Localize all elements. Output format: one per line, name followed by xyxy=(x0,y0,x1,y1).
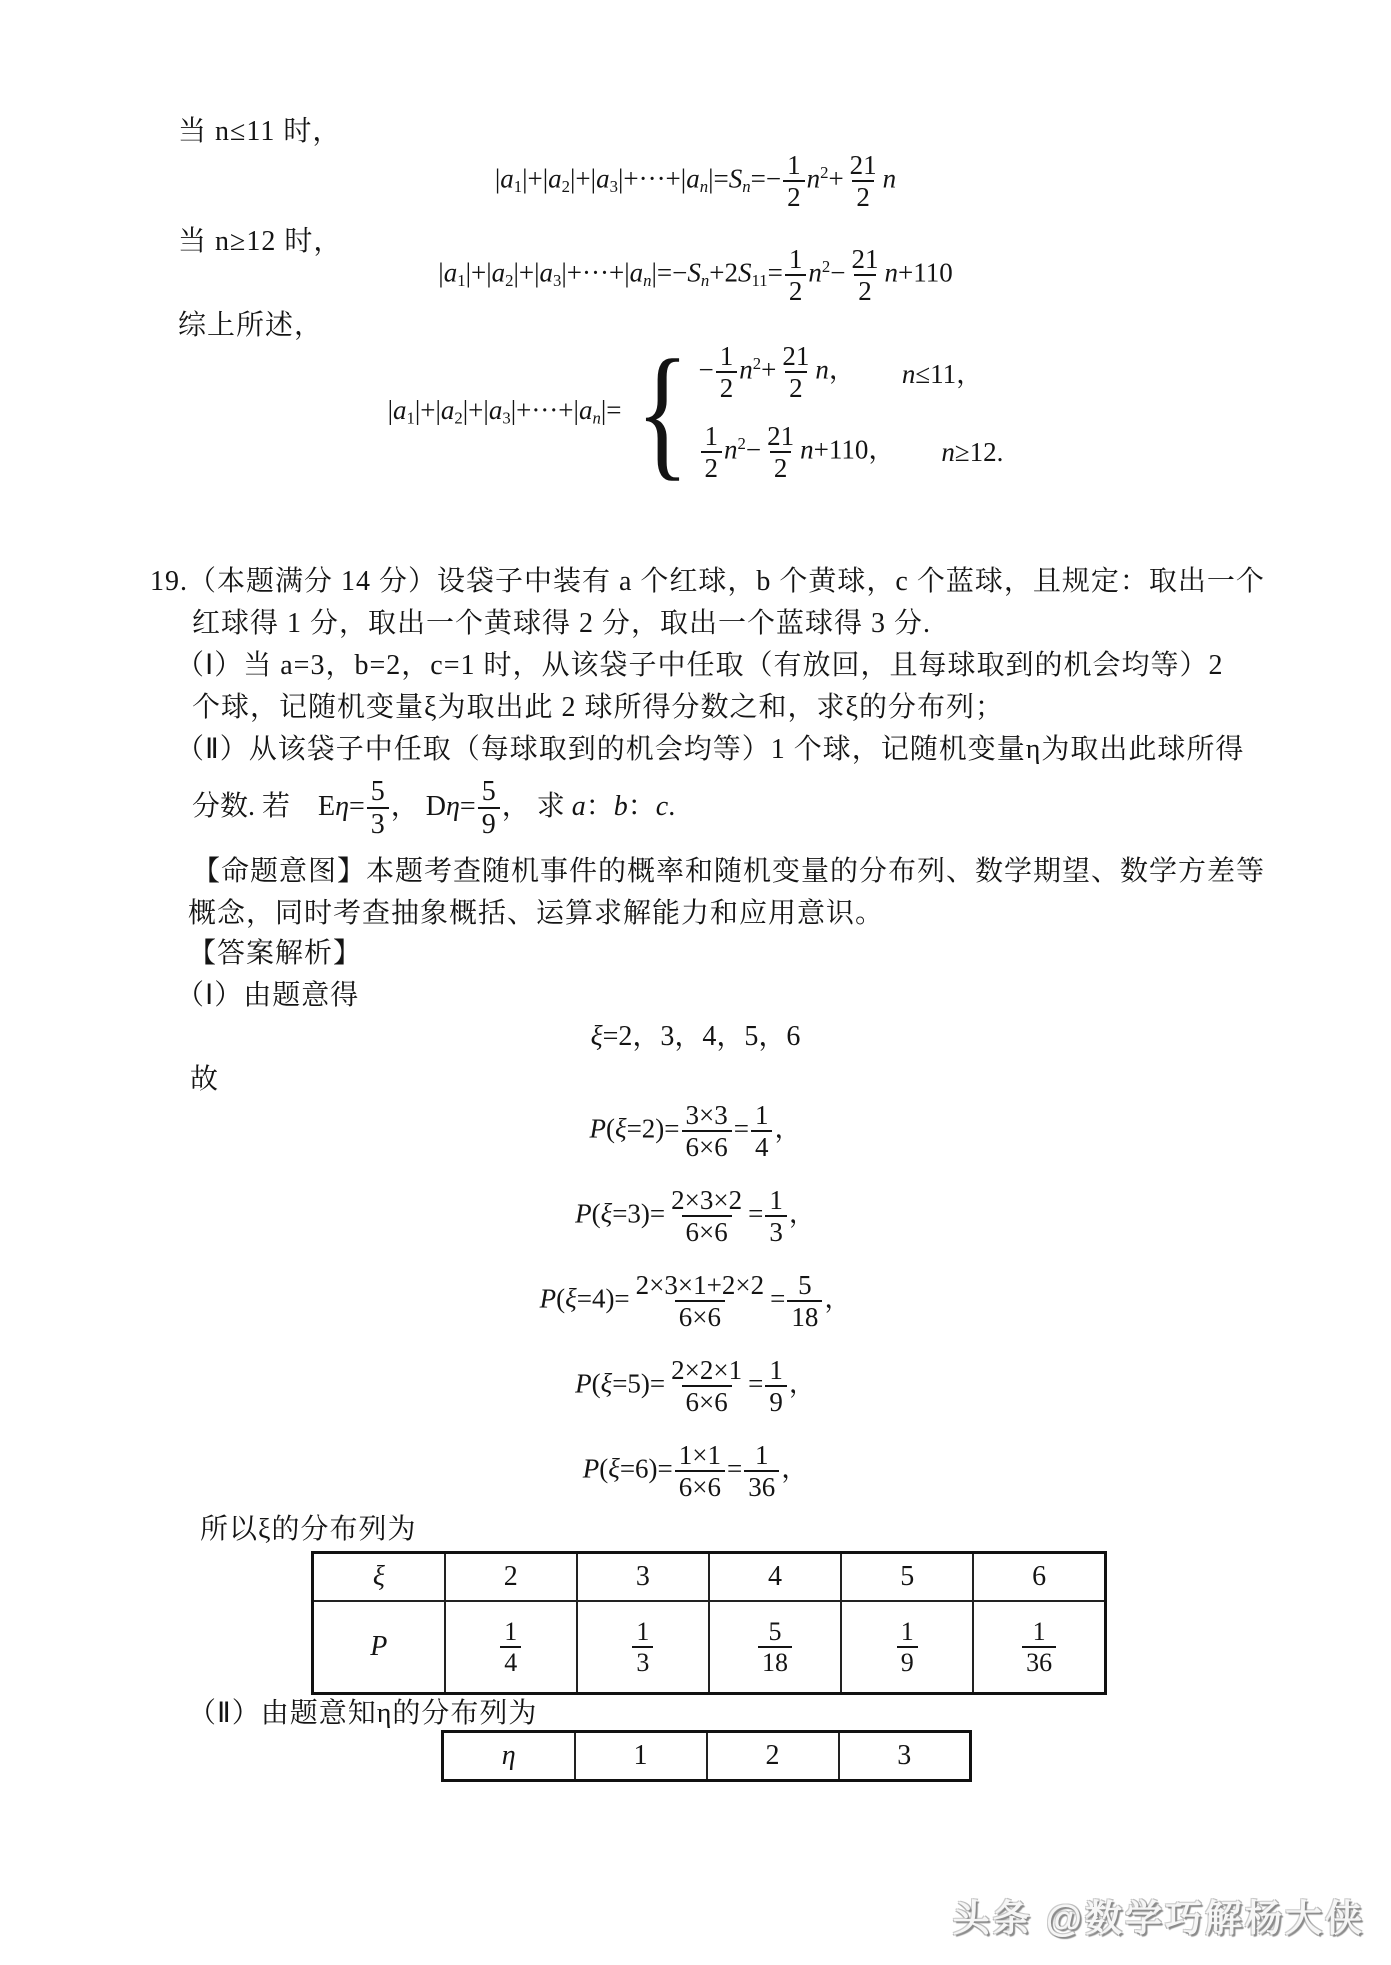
case-n-le-11-label: 当 n≤11 时， xyxy=(178,116,342,147)
table-row-probabilities xyxy=(313,1601,1106,1694)
table-cell xyxy=(973,1601,1105,1694)
piecewise-formula xyxy=(0,332,1391,492)
xi-distribution-table xyxy=(311,1551,1107,1695)
fraction: $\frac{1}{2}$ xyxy=(785,244,807,306)
answer-analysis-label: 【答案解析】 xyxy=(188,938,363,969)
table-cell: 2 xyxy=(707,1732,839,1781)
eta-distribution-table xyxy=(441,1730,972,1782)
fraction: $\frac{5}{18}$ xyxy=(758,1617,792,1677)
formula-sum-abs-n-ge-12: |a1|+|a2|+|a3|+···+|an|=−Sn+2S11= $\frac{1}{2}$ $n^2-$ $\frac{21}{2}$ n+110 xyxy=(438,244,953,307)
fraction: $\frac{21}{2}$ xyxy=(767,421,795,484)
fraction: $\frac{1\times 1}{6\times 6}$ xyxy=(675,1440,725,1502)
piecewise-case-2-cond: n≥12. xyxy=(941,436,1004,467)
intent-line-2: 概念，同时考查抽象概括、运算求解能力和应用意识。 xyxy=(188,898,885,929)
fraction: $\frac{3\times 3}{6\times 6}$ xyxy=(682,1100,732,1162)
fraction: $\frac{1}{2}$ xyxy=(783,150,805,212)
problem-19-part2-line-1: （Ⅱ）从该袋子中任取（每球取到的机会均等）1 个球，记随机变量η为取出此球所得 xyxy=(176,734,1245,765)
prob-formula-xi-3: P(ξ=3)= $\frac{2\times 3\times 2}{6\times 6}$ = $\frac{1}{3}$ ， xyxy=(575,1185,816,1248)
problem-19-line-1: 19.（本题满分 14 分）设袋子中装有 a 个红球，b 个黄球，c 个蓝球，且规定：取出一个 xyxy=(150,566,1265,597)
fraction: $\frac{1}{9}$ xyxy=(897,1617,918,1677)
prob-formula-xi-4: P(ξ=4)= $\frac{2\times 3\times 1+2\times 2}{6\times 6}$ = $\frac{5}{18}$ ， xyxy=(539,1270,852,1333)
fraction: $\frac{1}{36}$ xyxy=(744,1440,779,1502)
piecewise-case-1 xyxy=(699,341,1004,403)
table-cell: 5 xyxy=(841,1553,973,1602)
then-label: 故 xyxy=(190,1064,220,1095)
fraction: $\frac{1}{4}$ xyxy=(500,1617,521,1677)
prob-formula-xi-5: P(ξ=5)= $\frac{2\times 2\times 1}{6\times 6}$ = $\frac{1}{9}$ ， xyxy=(575,1355,816,1418)
fraction: $\frac{21}{2}$ xyxy=(782,340,810,403)
xi-values-line: ξ=2，3，4，5，6 xyxy=(590,1021,801,1052)
problem-19-part1-line-1: （Ⅰ）当 a=3，b=2，c=1 时，从该袋子中任取（有放回，且每球取到的机会均等）2 xyxy=(176,650,1224,681)
fraction: $\frac{1}{3}$ xyxy=(765,1185,787,1247)
fraction: $\frac{21}{2}$ xyxy=(851,244,879,307)
piecewise-case-1-cond: n≤11， xyxy=(901,359,984,390)
table-cell: ξ xyxy=(313,1553,445,1602)
piecewise-case-1-expr: − $\frac{1}{2}$ $n^2+$ $\frac{21}{2}$ n， xyxy=(698,340,856,403)
fraction: $\frac{1}{9}$ xyxy=(765,1355,787,1417)
prob-formula-xi-6: P(ξ=6)= $\frac{1\times 1}{6\times 6}$ = $\frac{1}{36}$ ， xyxy=(582,1440,809,1503)
table-row-values xyxy=(313,1553,1106,1602)
part2-intro: （Ⅱ）由题意知η的分布列为 xyxy=(188,1698,538,1729)
fraction: $\frac{1}{4}$ xyxy=(751,1100,773,1162)
table-cell xyxy=(577,1601,709,1694)
table-cell xyxy=(445,1601,577,1694)
watermark-text: 头条 @数学巧解杨大侠 xyxy=(952,1898,1365,1939)
table-cell: 6 xyxy=(973,1553,1105,1602)
prob-formula-xi-2: P(ξ=2)= $\frac{3\times 3}{6\times 6}$ = $\frac{1}{4}$ ， xyxy=(589,1100,802,1163)
fraction: $\frac{5}{9}$ xyxy=(478,776,500,841)
fraction: $\frac{2\times 3\times 2}{6\times 6}$ xyxy=(671,1185,743,1248)
problem-19-line-2: 红球得 1 分，取出一个黄球得 2 分，取出一个蓝球得 3 分. xyxy=(192,608,932,639)
table-cell: η xyxy=(443,1732,575,1781)
piecewise-brace: { xyxy=(636,330,690,494)
piecewise-case-2-expr: $\frac{1}{2}$ $n^2-$ $\frac{21}{2}$ n+110， xyxy=(699,421,896,483)
problem-19-part1-line-2: 个球，记随机变量ξ为取出此 2 球所得分数之和，求ξ的分布列； xyxy=(192,692,1004,723)
fraction: $\frac{1}{2}$ xyxy=(701,421,723,483)
fraction: $\frac{1}{36}$ xyxy=(1022,1617,1056,1677)
table-cell: 1 xyxy=(575,1732,707,1781)
summary-label: 综上所述， xyxy=(178,310,324,341)
piecewise-cases xyxy=(699,341,1004,484)
problem-19-part2-line-2: 分数. 若 Eη= $\frac{5}{3}$ ， Dη= $\frac{5}{9}$ ， 求 a：b：c. xyxy=(192,776,676,841)
piecewise-lhs: |a1|+|a2|+|a3|+···+|an|= xyxy=(387,395,622,428)
table-cell: 2 xyxy=(445,1553,577,1602)
table-cell xyxy=(709,1601,841,1694)
intent-line-1: 【命题意图】本题考查随机事件的概率和随机变量的分布列、数学期望、数学方差等 xyxy=(192,856,1266,887)
fraction: $\frac{21}{2}$ xyxy=(849,150,877,213)
table-cell xyxy=(841,1601,973,1694)
fraction: $\frac{5}{3}$ xyxy=(367,776,389,841)
fraction: $\frac{1}{2}$ xyxy=(716,341,738,403)
fraction: $\frac{2\times 2\times 1}{6\times 6}$ xyxy=(671,1355,743,1418)
table-cell: 4 xyxy=(709,1553,841,1602)
case-n-ge-12-label: 当 n≥12 时， xyxy=(178,226,343,257)
piecewise-case-2 xyxy=(699,421,1004,483)
formula-sum-abs-n-le-11: |a1|+|a2|+|a3|+···+|an|=Sn=− $\frac{1}{2}$ $n^2+$ $\frac{21}{2}$ n xyxy=(494,150,897,213)
fraction: $\frac{1}{3}$ xyxy=(632,1617,653,1677)
part1-intro: （Ⅰ）由题意得 xyxy=(176,980,360,1011)
table-cell: P xyxy=(313,1601,445,1694)
table-cell: 3 xyxy=(577,1553,709,1602)
distribution-intro: 所以ξ的分布列为 xyxy=(200,1514,417,1545)
table-row-values xyxy=(443,1732,971,1781)
table-cell: 3 xyxy=(839,1732,971,1781)
fraction: $\frac{2\times 3\times 1+2\times 2}{6\times 6}$ xyxy=(635,1270,765,1333)
fraction: $\frac{5}{18}$ xyxy=(787,1270,822,1332)
